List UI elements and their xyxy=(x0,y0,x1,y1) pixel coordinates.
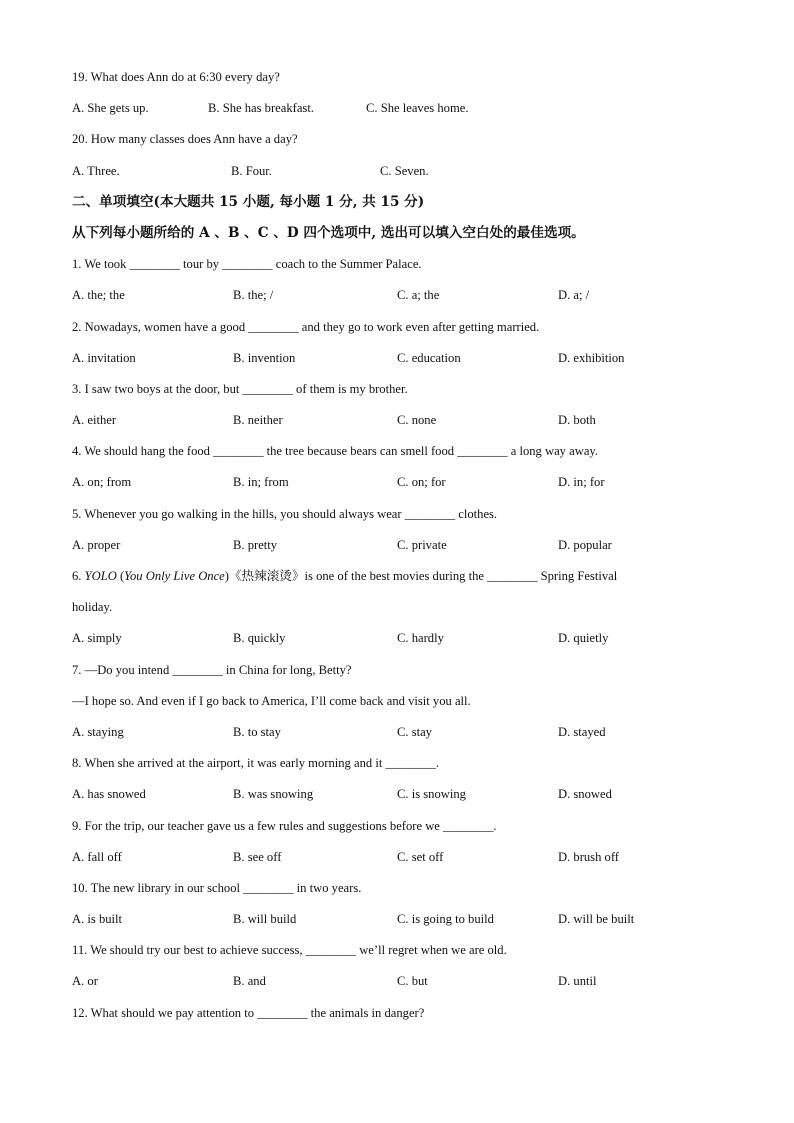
option-b: B. neither xyxy=(233,413,283,428)
question-8-options xyxy=(72,779,732,810)
question-6-options xyxy=(72,623,732,654)
option-d: D. popular xyxy=(558,537,612,552)
question-7-reply: —I hope so. And even if I go back to America, I’ll come back and visit you all. xyxy=(72,693,471,708)
question-12: 12. What should we pay attention to ________ the animals in danger? xyxy=(72,1005,425,1020)
question-20-options xyxy=(72,156,732,187)
option-a: A. She gets up. xyxy=(72,101,149,116)
option-a: A. Three. xyxy=(72,163,120,178)
option-d: D. snowed xyxy=(558,787,612,802)
question-1-options xyxy=(72,280,732,311)
option-d: D. exhibition xyxy=(558,350,625,365)
question-8: 8. When she arrived at the airport, it was early morning and it ________. xyxy=(72,756,439,771)
option-c: C. education xyxy=(397,350,461,365)
question-9-options xyxy=(72,842,732,873)
question-5: 5. Whenever you go walking in the hills, you should always wear ________ clothes. xyxy=(72,506,498,521)
option-c: C. is going to build xyxy=(397,912,494,927)
paren-open: ( xyxy=(116,569,125,583)
question-7-options xyxy=(72,717,732,748)
option-a: A. staying xyxy=(72,724,124,739)
question-10: 10. The new library in our school ________ in two years. xyxy=(72,880,362,895)
option-c: C. is snowing xyxy=(397,787,466,802)
question-2-options xyxy=(72,343,732,374)
option-b: B. will build xyxy=(233,912,297,927)
option-d: D. quietly xyxy=(558,631,609,646)
option-d: D. brush off xyxy=(558,849,619,864)
question-19: 19. What does Ann do at 6:30 every day? xyxy=(72,70,280,84)
option-c: C. set off xyxy=(397,849,444,864)
exam-page xyxy=(72,62,732,1029)
option-a: A. is built xyxy=(72,912,123,927)
option-c: C. but xyxy=(397,974,428,989)
option-c: C. She leaves home. xyxy=(366,101,469,116)
question-11-options xyxy=(72,966,732,997)
section-instruction: 从下列每小题所给的 A 、B 、C 、D 四个选项中, 选出可以填入空白处的最佳选项。 xyxy=(72,224,585,241)
option-b: B. the; / xyxy=(233,288,274,303)
option-d: D. will be built xyxy=(558,912,635,927)
option-b: B. pretty xyxy=(233,537,278,552)
option-a: A. or xyxy=(72,974,98,989)
option-b: B. was snowing xyxy=(233,787,314,802)
question-6-rest: )《热辣滚烫》is one of the best movies during the ________ Spring Festival xyxy=(224,569,618,583)
option-c: C. private xyxy=(397,537,447,552)
option-a: A. proper xyxy=(72,537,121,552)
option-c: C. none xyxy=(397,413,437,428)
option-a: A. the; the xyxy=(72,288,125,303)
question-2: 2. Nowadays, women have a good ________ and they go to work even after getting married. xyxy=(72,319,540,334)
option-a: A. fall off xyxy=(72,849,122,864)
option-b: B. Four. xyxy=(231,163,272,178)
option-c: C. hardly xyxy=(397,631,444,646)
section-heading: 二、单项填空(本大题共 15 小题, 每小题 1 分, 共 15 分) xyxy=(72,193,425,210)
question-11: 11. We should try our best to achieve success, ________ we’ll regret when we are old. xyxy=(72,943,507,958)
option-b: B. and xyxy=(233,974,266,989)
option-c: C. stay xyxy=(397,724,432,739)
option-b: B. in; from xyxy=(233,475,289,490)
option-b: B. She has breakfast. xyxy=(208,101,314,116)
option-d: D. until xyxy=(558,974,597,989)
question-20: 20. How many classes does Ann have a day? xyxy=(72,132,298,147)
question-19-options xyxy=(72,93,732,124)
option-d: D. in; for xyxy=(558,475,605,490)
question-5-options xyxy=(72,530,732,561)
option-b: B. quickly xyxy=(233,631,286,646)
movie-title: YOLO xyxy=(84,569,117,583)
option-c: C. a; the xyxy=(397,288,440,303)
option-d: D. stayed xyxy=(558,724,606,739)
question-4-options xyxy=(72,467,732,498)
option-c: C. on; for xyxy=(397,475,446,490)
question-3: 3. I saw two boys at the door, but ________ of them is my brother. xyxy=(72,381,408,396)
question-4: 4. We should hang the food ________ the tree because bears can smell food ________ a long way away. xyxy=(72,444,599,459)
question-7: 7. —Do you intend ________ in China for long, Betty? xyxy=(72,662,352,677)
option-a: A. has snowed xyxy=(72,787,146,802)
option-a: A. simply xyxy=(72,631,122,646)
option-b: B. to stay xyxy=(233,724,281,739)
option-c: C. Seven. xyxy=(380,163,429,178)
question-3-options xyxy=(72,405,732,436)
option-d: D. both xyxy=(558,413,596,428)
option-a: A. either xyxy=(72,413,117,428)
option-d: D. a; / xyxy=(558,288,590,303)
option-b: B. see off xyxy=(233,849,282,864)
question-10-options xyxy=(72,904,732,935)
question-6-continuation: holiday. xyxy=(72,600,113,615)
option-a: A. invitation xyxy=(72,350,136,365)
option-b: B. invention xyxy=(233,350,296,365)
movie-subtitle: You Only Live Once xyxy=(124,569,225,583)
question-9: 9. For the trip, our teacher gave us a few rules and suggestions before we ________. xyxy=(72,818,497,833)
question-6: 6. YOLO (You Only Live Once)《热辣滚烫》is one of the best movies during the ________ Spring Festival xyxy=(72,569,618,583)
question-1: 1. We took ________ tour by ________ coach to the Summer Palace. xyxy=(72,257,422,272)
option-a: A. on; from xyxy=(72,475,132,490)
